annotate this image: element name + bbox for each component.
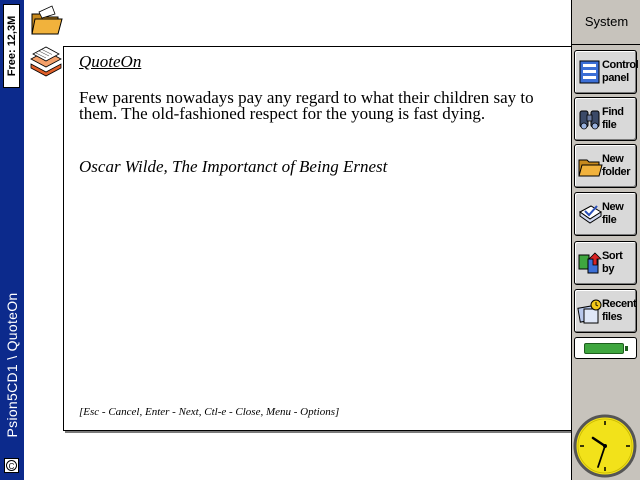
folder-icon bbox=[577, 152, 603, 180]
copyright-symbol: C bbox=[6, 460, 17, 471]
free-space-indicator bbox=[3, 4, 20, 88]
control-panel-icon bbox=[577, 58, 603, 86]
copyright-icon bbox=[4, 458, 19, 473]
find-file-label: Find file bbox=[602, 106, 624, 131]
quote-text: Few parents nowadays pay any regard to what their children say to them. The old-fashioned respect for the young is fast dying. bbox=[79, 88, 534, 123]
free-space-label: Free: 12,3M bbox=[5, 15, 18, 77]
recent-files-icon bbox=[577, 297, 603, 325]
find-file-button[interactable] bbox=[574, 97, 637, 141]
system-toolbar bbox=[571, 0, 640, 480]
dialog-title: QuoteOn bbox=[79, 52, 142, 71]
sort-by-button[interactable] bbox=[574, 241, 637, 285]
battery-indicator bbox=[574, 337, 637, 359]
binoculars-icon bbox=[577, 105, 603, 133]
control-panel-button[interactable] bbox=[574, 50, 637, 94]
keyboard-hint: [Esc - Cancel, Enter - Next, Ctl-e - Close, Menu - Options] bbox=[79, 406, 340, 418]
new-file-icon bbox=[577, 200, 603, 228]
folder-icon[interactable] bbox=[28, 4, 64, 40]
new-file-button[interactable] bbox=[574, 192, 637, 236]
clock-icon[interactable] bbox=[573, 414, 637, 478]
control-panel-label: Control panel bbox=[602, 59, 639, 84]
status-bar bbox=[0, 0, 24, 480]
battery-cap bbox=[625, 346, 628, 351]
sort-icon bbox=[577, 249, 603, 277]
quote-dialog[interactable] bbox=[63, 46, 572, 431]
sort-by-label: Sort by bbox=[602, 250, 623, 275]
toolbar-divider bbox=[572, 44, 640, 45]
new-file-label: New file bbox=[602, 201, 624, 226]
recent-files-label: Recent files bbox=[602, 298, 637, 323]
document-stack-icon[interactable] bbox=[28, 42, 64, 78]
new-folder-label: New folder bbox=[602, 153, 631, 178]
current-path-label: Psion5CD1 \ QuoteOn bbox=[4, 292, 20, 438]
battery-icon bbox=[584, 343, 624, 354]
recent-files-button[interactable] bbox=[574, 289, 637, 333]
new-folder-button[interactable] bbox=[574, 144, 637, 188]
toolbar-title[interactable]: System bbox=[584, 14, 629, 29]
quote-author: Oscar Wilde, The Importanct of Being Ernest bbox=[79, 157, 388, 176]
